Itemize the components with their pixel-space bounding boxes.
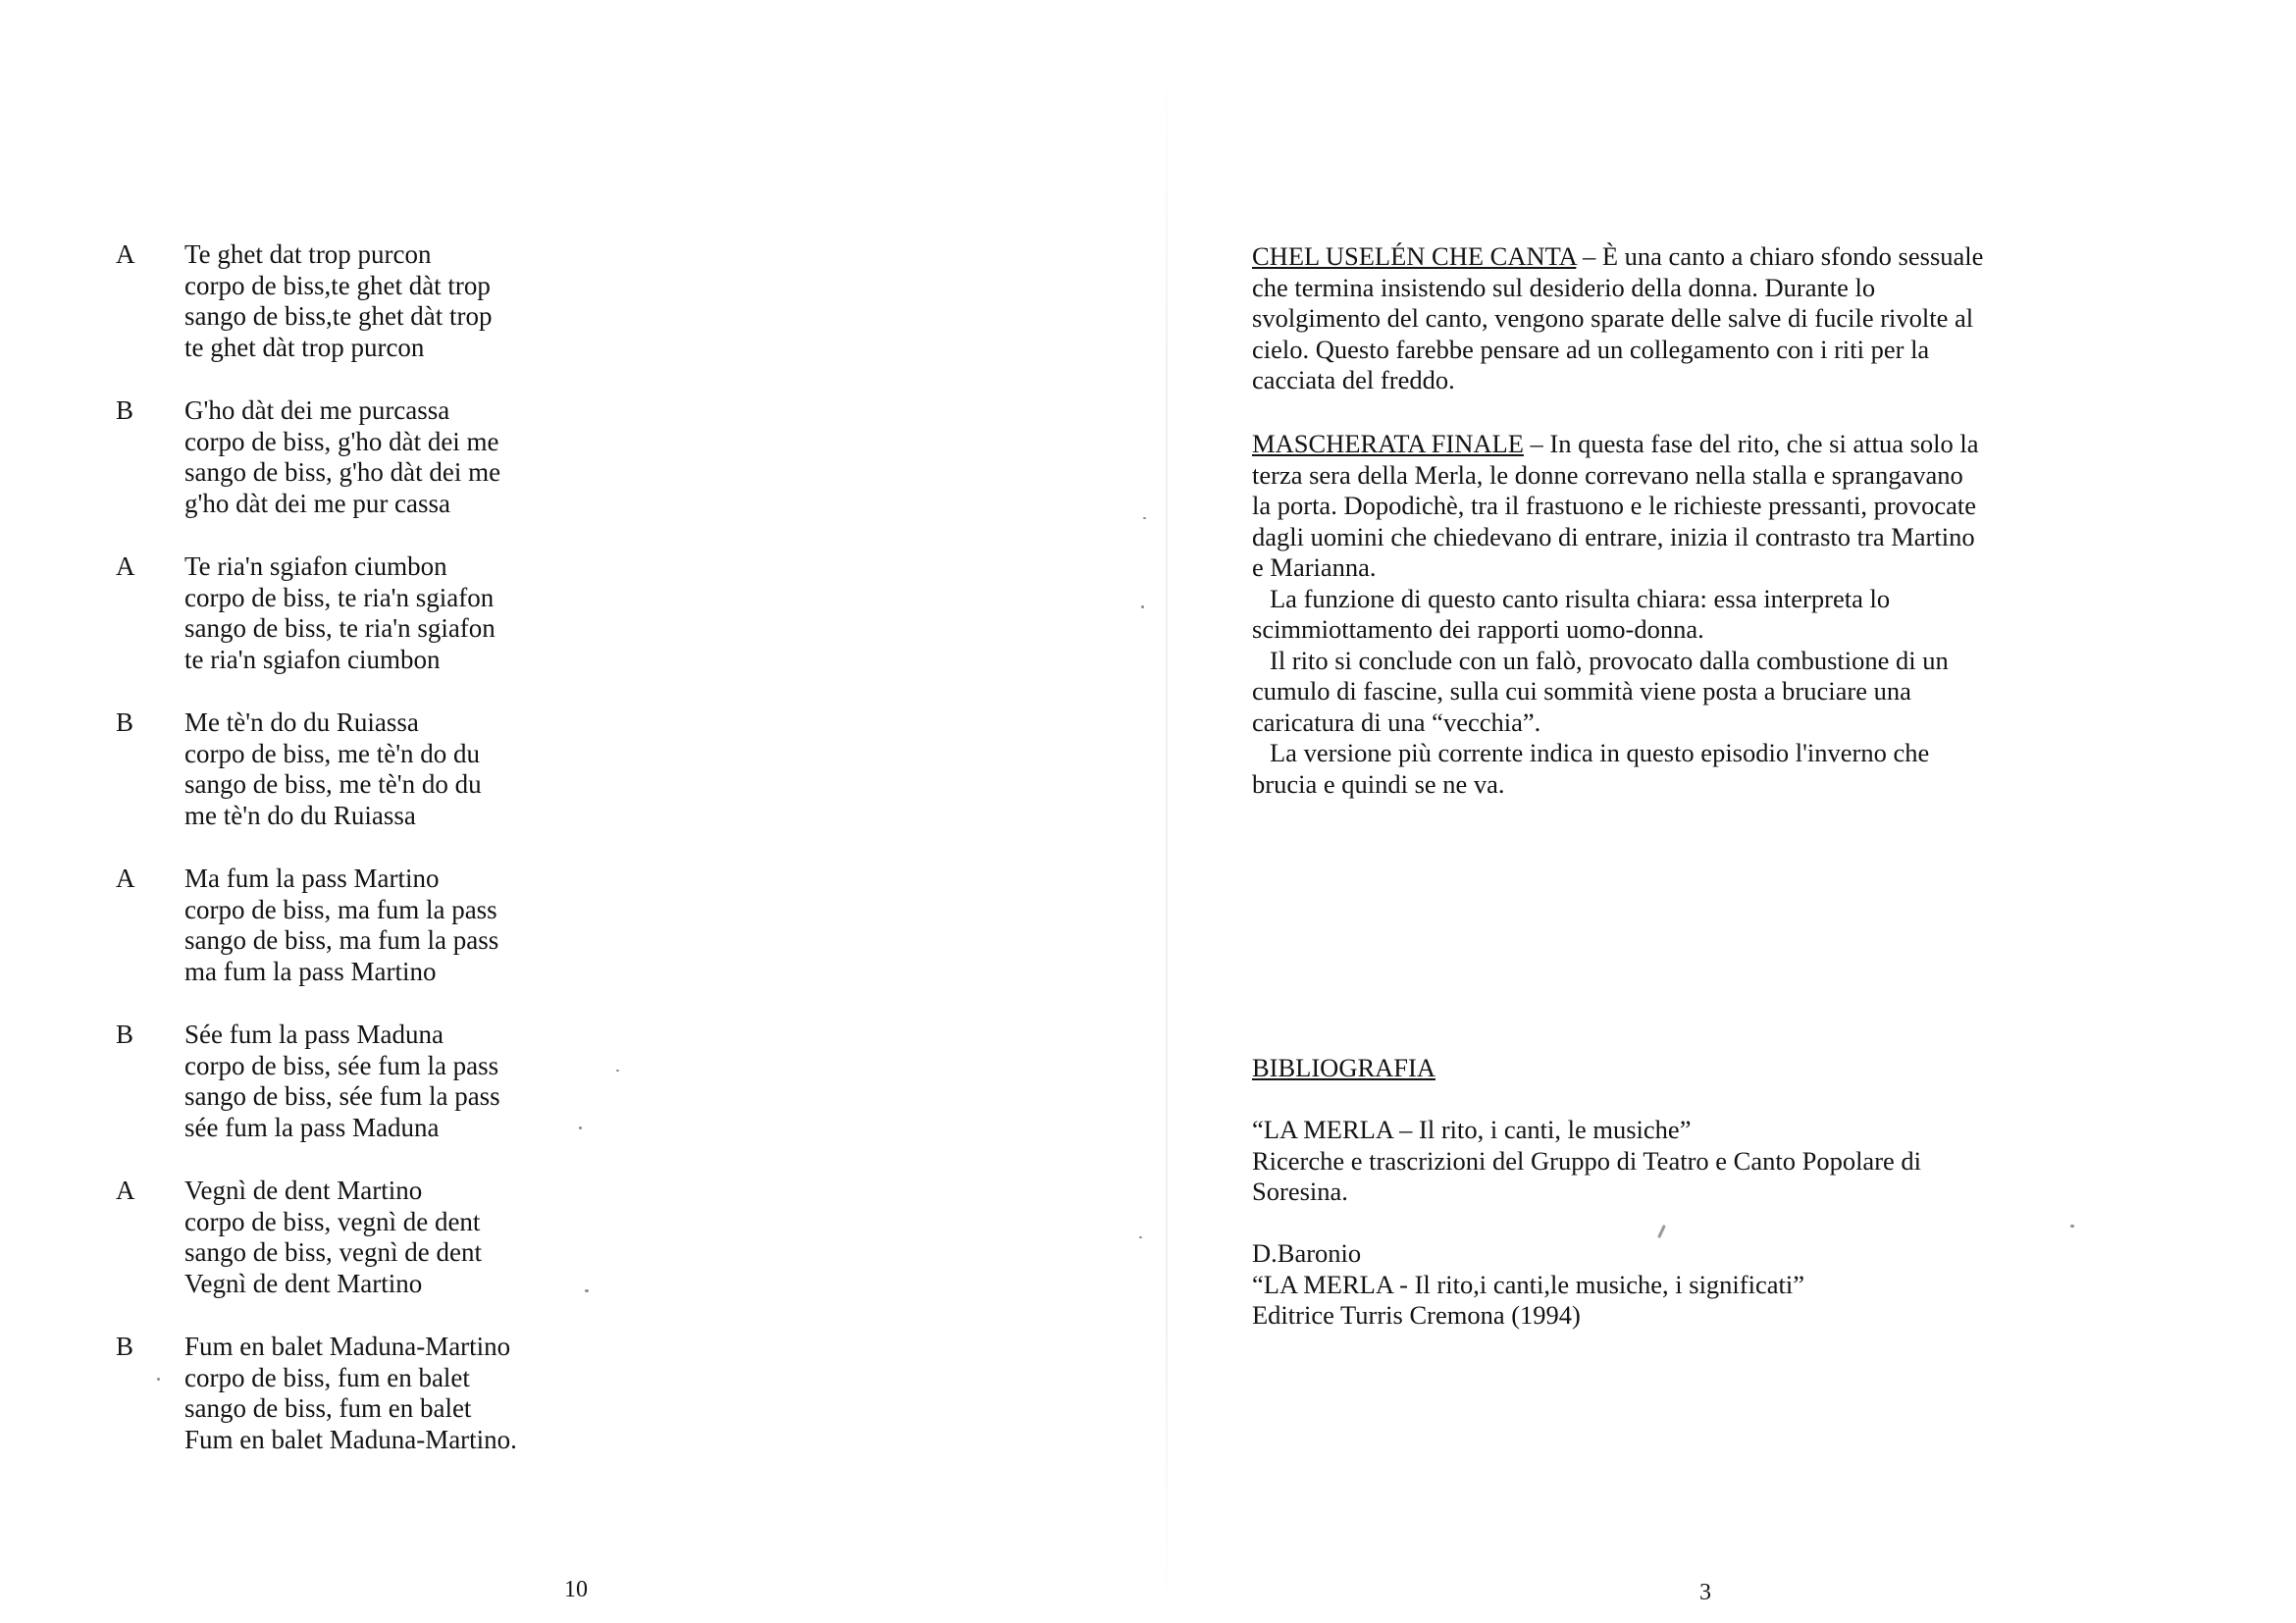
lyric-line: Me tè'n do du Ruiassa bbox=[184, 707, 419, 737]
lyric-line: corpo de biss, vegnì de dent bbox=[184, 1206, 481, 1236]
section-text: brucia e quindi se ne va. bbox=[1252, 768, 1505, 799]
section-text: scimmiottamento dei rapporti uomo-donna. bbox=[1252, 614, 1704, 644]
section-first-line bbox=[1252, 429, 2194, 460]
spacer bbox=[1252, 1084, 2194, 1116]
section-text: – È una canto a chiaro sfondo sessuale bbox=[1576, 241, 1984, 271]
section-text: La funzione di questo canto risulta chiara: essa interpreta lo bbox=[1270, 583, 1891, 613]
section-chel-uselen bbox=[1252, 241, 2194, 396]
lyric-line: corpo de biss, sée fum la pass bbox=[184, 1050, 499, 1080]
lyric-line: sango de biss, sée fum la pass bbox=[184, 1081, 500, 1111]
lyric-line: sango de biss, ma fum la pass bbox=[184, 925, 499, 955]
right-page bbox=[1168, 0, 2296, 1623]
lyric-line: g'ho dàt dei me pur cassa bbox=[184, 488, 451, 518]
bibliography-entry-line: Ricerche e trascrizioni del Gruppo di Teatro e Canto Popolare di bbox=[1252, 1145, 1922, 1176]
scan-speck bbox=[2070, 1225, 2074, 1228]
stanza-marker: A bbox=[116, 864, 135, 893]
lyric-line: corpo de biss, g'ho dàt dei me bbox=[184, 426, 499, 456]
stanza bbox=[116, 1020, 626, 1176]
lyric-line: te ria'n sgiafon ciumbon bbox=[184, 644, 441, 674]
stanza-marker: B bbox=[116, 707, 134, 737]
stanza-lines bbox=[184, 551, 496, 675]
bibliography-entry-line: D.Baronio bbox=[1252, 1238, 1362, 1268]
bibliography-entry-line: “LA MERLA - Il rito,i canti,le musiche, i significati” bbox=[1252, 1269, 1804, 1299]
section-text: che termina insistendo sul desiderio della donna. Durante lo bbox=[1252, 272, 1876, 302]
stanza-lines bbox=[184, 239, 492, 363]
lyric-line: sango de biss, fum en balet bbox=[184, 1393, 472, 1423]
lyric-line: sango de biss, te ria'n sgiafon bbox=[184, 613, 496, 643]
stanza-marker: A bbox=[116, 551, 135, 581]
section-text: cacciata del freddo. bbox=[1252, 365, 1455, 394]
scan-speck bbox=[157, 1378, 160, 1381]
lyric-line: sango de biss,te ghet dàt trop bbox=[184, 301, 493, 331]
lyric-line: corpo de biss, me tè'n do du bbox=[184, 738, 481, 768]
lyric-line: Fum en balet Maduna-Martino bbox=[184, 1332, 511, 1361]
section-text: Il rito si conclude con un falò, provocato dalla combustione di un bbox=[1270, 645, 1949, 675]
lyric-line: Te ria'n sgiafon ciumbon bbox=[184, 551, 447, 581]
stanza-marker: B bbox=[116, 1332, 134, 1361]
lyric-line: sée fum la pass Maduna bbox=[184, 1112, 440, 1142]
stanza bbox=[116, 1176, 626, 1332]
page-number: 3 bbox=[1699, 1580, 1711, 1605]
stanza bbox=[116, 239, 626, 395]
stanza-marker: B bbox=[116, 1020, 134, 1049]
section-text: dagli uomini che chiedevano di entrare, inizia il contrasto tra Martino bbox=[1252, 521, 1975, 551]
lyric-line: Sée fum la pass Maduna bbox=[184, 1020, 444, 1049]
lyric-line: sango de biss, me tè'n do du bbox=[184, 769, 482, 799]
lyric-line: me tè'n do du Ruiassa bbox=[184, 800, 416, 830]
section-first-line bbox=[1252, 241, 2194, 273]
lyric-line: corpo de biss,te ghet dàt trop bbox=[184, 270, 491, 300]
scan-speck bbox=[579, 1126, 582, 1129]
section-text: terza sera della Merla, le donne correvano nella stalla e sprangavano bbox=[1252, 459, 1963, 490]
section-text: cielo. Questo farebbe pensare ad un collegamento con i riti per la bbox=[1252, 334, 1930, 364]
lyric-line: sango de biss, vegnì de dent bbox=[184, 1237, 482, 1267]
section-heading: MASCHERATA FINALE bbox=[1252, 429, 1524, 458]
page-number: 10 bbox=[564, 1577, 588, 1602]
stanza bbox=[116, 707, 626, 864]
scan-speck bbox=[1141, 605, 1144, 608]
section-heading: CHEL USELÉN CHE CANTA bbox=[1252, 241, 1577, 271]
lyric-line: te ghet dàt trop purcon bbox=[184, 332, 425, 362]
scan-speck bbox=[616, 1070, 619, 1072]
section-text: la porta. Dopodichè, tra il frastuono e le richieste pressanti, provocate bbox=[1252, 491, 1977, 520]
bibliography-entry-line: Editrice Turris Cremona (1994) bbox=[1252, 1300, 1581, 1330]
stanza bbox=[116, 1332, 626, 1488]
section-text: cumulo di fascine, sulla cui sommità viene posta a bruciare una bbox=[1252, 676, 1911, 706]
lyric-line: Vegnì de dent Martino bbox=[184, 1176, 423, 1205]
stanza-lines bbox=[184, 864, 498, 987]
stanza-lines bbox=[184, 1020, 500, 1143]
bibliography bbox=[1252, 1053, 2194, 1332]
stanza bbox=[116, 864, 626, 1020]
lyric-line: sango de biss, g'ho dàt dei me bbox=[184, 457, 501, 487]
section-text: caricatura di una “vecchia”. bbox=[1252, 707, 1541, 737]
stanza bbox=[116, 551, 626, 707]
scan-speck bbox=[1143, 517, 1146, 519]
section-mascherata-finale bbox=[1252, 429, 2194, 800]
lyric-line: Ma fum la pass Martino bbox=[184, 864, 440, 893]
lyric-line: ma fum la pass Martino bbox=[184, 956, 437, 986]
stanza-lines bbox=[184, 707, 482, 831]
section-text: – In questa fase del rito, che si attua solo la bbox=[1523, 429, 1979, 458]
scan-speck bbox=[1139, 1236, 1142, 1238]
lyric-line: Fum en balet Maduna-Martino. bbox=[184, 1424, 517, 1454]
lyric-line: corpo de biss, te ria'n sgiafon bbox=[184, 582, 495, 612]
lyric-line: Vegnì de dent Martino bbox=[184, 1268, 423, 1298]
section-text: svolgimento del canto, vengono sparate delle salve di fucile rivolte al bbox=[1252, 303, 1974, 333]
section-text: e Marianna. bbox=[1252, 552, 1377, 582]
stanza bbox=[116, 395, 626, 551]
stanza-marker: B bbox=[116, 395, 134, 425]
scan-speck bbox=[585, 1289, 589, 1292]
bibliography-heading: BIBLIOGRAFIA bbox=[1252, 1053, 1435, 1082]
stanza-lines bbox=[184, 395, 500, 519]
lyric-line: corpo de biss, fum en balet bbox=[184, 1362, 470, 1392]
lyric-line: G'ho dàt dei me purcassa bbox=[184, 395, 450, 425]
lyric-line: Te ghet dat trop purcon bbox=[184, 239, 432, 269]
spacer bbox=[1252, 1208, 2194, 1239]
stanza-marker: A bbox=[116, 239, 135, 269]
lyrics bbox=[116, 239, 626, 1488]
section-text: La versione più corrente indica in questo episodio l'inverno che bbox=[1270, 738, 1930, 767]
bibliography-entry-line: “LA MERLA – Il rito, i canti, le musiche” bbox=[1252, 1115, 1692, 1144]
bibliography-entry-line: Soresina. bbox=[1252, 1177, 1348, 1206]
lyric-line: corpo de biss, ma fum la pass bbox=[184, 894, 497, 924]
stanza-lines bbox=[184, 1176, 482, 1299]
stanza-lines bbox=[184, 1332, 517, 1455]
stanza-marker: A bbox=[116, 1176, 135, 1205]
